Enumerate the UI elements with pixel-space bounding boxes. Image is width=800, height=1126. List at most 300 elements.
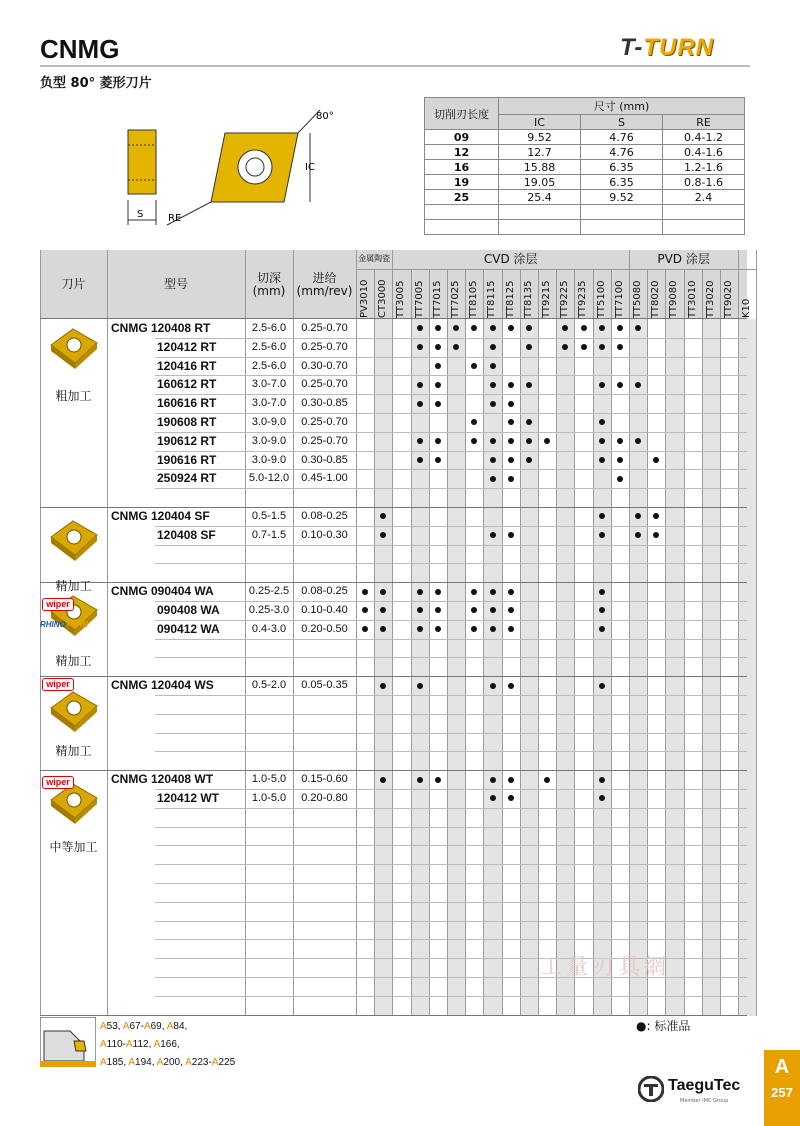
dim-value: 25.4 (499, 190, 581, 205)
depth-value: 3.0-9.0 (251, 453, 287, 466)
standard-dot (617, 438, 623, 444)
feed-value: 0.30-0.85 (301, 453, 348, 466)
row-rule (155, 996, 747, 997)
standard-dot (471, 626, 477, 632)
standard-dot (508, 777, 514, 783)
standard-dot (490, 401, 496, 407)
standard-dot (599, 344, 605, 350)
standard-dot (435, 363, 441, 369)
standard-dot (362, 607, 368, 613)
header-model: 型号 (163, 277, 188, 291)
standard-dot (435, 626, 441, 632)
group-name: 粗加工 (55, 389, 92, 403)
ref-page: 69, (150, 1021, 167, 1032)
holder-thumbnail (40, 1017, 96, 1067)
standard-dot (599, 589, 605, 595)
grade-rule (684, 270, 685, 1016)
standard-dot (490, 607, 496, 613)
depth-value: 3.0-7.0 (251, 397, 287, 410)
standard-dot (617, 457, 623, 463)
page-title: CNMG (40, 34, 120, 64)
insert-image (47, 517, 101, 563)
model-name: 190612 RT (157, 433, 217, 448)
row-rule (155, 808, 747, 809)
ref-letter: A (166, 1021, 174, 1032)
grade-label: K10 (741, 298, 753, 318)
ref-page: 53, (106, 1021, 123, 1032)
standard-dot (508, 401, 514, 407)
standard-dot (490, 532, 496, 538)
standard-dot (653, 532, 659, 538)
ref-page: 110- (106, 1039, 126, 1050)
standard-dot (599, 683, 605, 689)
wiper-badge: wiper (42, 776, 74, 789)
standard-dot (490, 457, 496, 463)
ref-page: 223- (191, 1057, 212, 1068)
standard-dot (508, 325, 514, 331)
row-rule (155, 639, 747, 640)
standard-dot (599, 532, 605, 538)
standard-dot (653, 513, 659, 519)
group-name: 精加工 (55, 744, 92, 759)
standard-dot (471, 438, 477, 444)
ref-letter: A (100, 1021, 107, 1032)
row-rule (155, 601, 747, 602)
grade-label: TT7025 (450, 280, 461, 318)
model-name: CNMG 120408 RT (111, 321, 211, 335)
grade-column-shade (483, 319, 501, 1016)
company-name: TaeguTec (668, 1077, 741, 1094)
header-pvd: PVD 涂层 (657, 252, 710, 266)
standard-dot (380, 683, 386, 689)
grade-rule (520, 270, 521, 1016)
model-name: 120412 RT (157, 339, 217, 354)
standard-dot (490, 589, 496, 595)
grade-rule (447, 270, 448, 1016)
depth-value: 2.5-6.0 (251, 322, 287, 334)
feed-value: 0.45-1.00 (301, 472, 348, 485)
row-rule (155, 563, 747, 564)
feed-value: 0.30-0.70 (301, 359, 348, 372)
grade-label: TT8020 (650, 280, 662, 318)
grade-label: TT9080 (668, 280, 680, 318)
grade-label: TT7100 (613, 280, 625, 318)
grade-column-shade (702, 319, 720, 1016)
rhino-a: RHINO (40, 620, 66, 629)
row-rule (155, 657, 747, 658)
row-rule (155, 921, 747, 922)
grade-rule (465, 270, 466, 1016)
model-name: 090412 WA (157, 621, 220, 636)
dim-value: 4.76 (581, 145, 663, 160)
standard-dot (599, 382, 605, 388)
standard-dot (417, 683, 423, 689)
standard-dot (435, 777, 441, 783)
grade-column-shade (738, 319, 756, 1016)
standard-dot (617, 325, 623, 331)
rhino-b: TURN (65, 620, 88, 629)
row-rule (155, 883, 747, 884)
standard-dot (617, 344, 623, 350)
dim-value: 19.05 (499, 175, 581, 190)
row-rule (155, 902, 747, 903)
dim-value: 1.2-1.6 (663, 160, 745, 175)
label-angle: 80° (316, 111, 334, 122)
dim-value (663, 205, 745, 220)
group-rule (40, 676, 747, 677)
standard-dot (380, 777, 386, 783)
row-rule (155, 845, 747, 846)
depth-value: 0.7-1.5 (251, 528, 287, 541)
standard-dot (508, 438, 514, 444)
dim-value (499, 205, 581, 220)
grade-label: TT8105 (468, 280, 480, 318)
dim-code: 16 (425, 160, 499, 175)
grade-rule (411, 270, 412, 1016)
dim-value: 0.4-1.2 (663, 130, 745, 145)
grade-label: TT9215 (541, 280, 552, 318)
header-cvd: CVD 涂层 (483, 252, 538, 266)
dim-value: 4.76 (581, 130, 663, 145)
grade-label: TT9020 (723, 280, 734, 318)
grade-rule (483, 270, 484, 1016)
grade-column-shade (411, 319, 429, 1016)
row-rule (155, 413, 747, 414)
wiper-badge: wiper (42, 678, 74, 691)
depth-value: 3.0-7.0 (251, 378, 287, 391)
ref-letter: A (153, 1039, 161, 1050)
grade-label: TT3010 (686, 280, 698, 318)
feed-value: 0.30-0.85 (301, 397, 348, 410)
ref-letter: A (100, 1039, 107, 1050)
standard-dot (417, 589, 423, 595)
grade-label: TT9225 (559, 280, 571, 318)
company-sub: Member IMC Group (680, 1098, 729, 1104)
standard-dot (490, 795, 496, 801)
standard-dot (508, 795, 514, 801)
feed-value: 0.25-0.70 (301, 416, 348, 428)
ref-page: 194, (135, 1057, 157, 1068)
grade-label: PV3010 (359, 279, 370, 318)
depth-value: 3.0-9.0 (251, 416, 287, 428)
header-cermet: 金属陶瓷 (358, 254, 391, 263)
grade-rule (665, 270, 666, 1016)
standard-dot (471, 419, 477, 425)
row-rule (155, 695, 747, 696)
label-re: RE (168, 213, 182, 224)
standard-dot (581, 325, 587, 331)
standard-dot (490, 382, 496, 388)
grade-column-shade (665, 319, 683, 1016)
column-rule (107, 250, 108, 1016)
insert-image (47, 688, 101, 734)
standard-dot (599, 777, 605, 783)
header-depth: 切深 (mm) (252, 271, 286, 298)
dim-code: 19 (425, 175, 499, 190)
standard-dot (490, 683, 496, 689)
grade-rule (574, 270, 575, 1016)
grade-rule (538, 270, 539, 1016)
group-name: 精加工 (55, 579, 92, 593)
page-subtitle: 负型 80° 菱形刀片 (40, 76, 152, 91)
grade-rule (756, 250, 757, 1016)
grade-rule (647, 270, 648, 1016)
standard-dot (544, 438, 550, 444)
insert-drawing (120, 105, 345, 230)
dim-header-size: 尺寸 (mm) (499, 98, 745, 115)
feed-value: 0.10-0.30 (301, 528, 348, 541)
row-rule (155, 526, 747, 527)
grade-label: TT3020 (704, 280, 716, 318)
standard-dot (490, 626, 496, 632)
grade-label: TT5080 (632, 280, 643, 318)
standard-dot (471, 589, 477, 595)
feed-value: 0.05-0.35 (301, 679, 348, 692)
standard-dot (526, 457, 532, 463)
depth-value: 2.5-6.0 (251, 359, 287, 372)
ref-letter: A (185, 1057, 192, 1068)
dim-header-edge: 切削刃长度 (425, 98, 499, 130)
feed-value: 0.10-0.40 (301, 604, 348, 616)
dim-value (581, 205, 663, 220)
depth-value: 0.5-1.5 (251, 510, 287, 522)
dim-value: 9.52 (499, 130, 581, 145)
row-rule (155, 469, 747, 470)
standard-dot (635, 382, 641, 388)
row-rule (155, 375, 747, 376)
standard-dot (435, 607, 441, 613)
row-rule (155, 432, 747, 433)
standard-dot (471, 363, 477, 369)
dimension-table (424, 97, 745, 235)
model-name: 120408 SF (157, 527, 216, 542)
ref-page: 67- (129, 1021, 144, 1032)
brand-logo (620, 34, 714, 62)
model-name: CNMG 120404 WS (111, 678, 214, 693)
group-rule (40, 770, 747, 771)
model-name: CNMG 090404 WA (111, 584, 214, 599)
standard-dot (417, 626, 423, 632)
model-name: CNMG 120408 WT (111, 772, 214, 787)
feed-value: 0.25-0.70 (301, 340, 348, 353)
label-s: S (137, 209, 144, 220)
feed-value: 0.25-0.70 (301, 434, 348, 447)
standard-dot (417, 438, 423, 444)
standard-dot (471, 325, 477, 331)
depth-value: 0.25-3.0 (248, 604, 290, 616)
dim-code: 25 (425, 190, 499, 205)
standard-dot (362, 589, 368, 595)
depth-value: 1.0-5.0 (251, 773, 287, 786)
standard-dot (508, 457, 514, 463)
dim-code (425, 205, 499, 220)
taegutec-logo-icon (638, 1076, 664, 1102)
rhino-turn-badge (40, 620, 88, 629)
grade-rule (702, 270, 703, 1016)
dim-value (581, 220, 663, 235)
dim-sub-s: S (581, 115, 663, 130)
standard-dot (435, 438, 441, 444)
page-letter: A (774, 1056, 790, 1078)
row-rule (155, 394, 747, 395)
standard-dot (435, 589, 441, 595)
grade-label: CT3000 (377, 279, 389, 318)
standard-dot (508, 382, 514, 388)
grade-rule (611, 270, 612, 1016)
row-rule (155, 714, 747, 715)
depth-value: 3.0-9.0 (251, 434, 287, 447)
model-name: 160612 RT (157, 377, 217, 392)
dim-value: 6.35 (581, 160, 663, 175)
row-rule (155, 827, 747, 828)
insert-image (47, 325, 101, 371)
page-references (100, 1018, 235, 1072)
page-tab (764, 1050, 800, 1126)
dim-value: 2.4 (663, 190, 745, 205)
feed-value: 0.25-0.70 (301, 378, 348, 391)
ref-page: 200, (163, 1057, 186, 1068)
row-rule (155, 789, 747, 790)
grade-label: TT8135 (522, 280, 534, 318)
model-name: 190616 RT (157, 452, 217, 467)
standard-dot (526, 382, 532, 388)
standard-dot (617, 476, 623, 482)
table-bottom-rule (40, 1015, 747, 1016)
ref-letter: A (156, 1057, 164, 1068)
dim-value: 0.4-1.6 (663, 145, 745, 160)
grade-rule (429, 270, 430, 1016)
standard-dot (435, 457, 441, 463)
standard-dot (508, 589, 514, 595)
grade-rule (502, 270, 503, 1016)
feed-value: 0.20-0.50 (301, 622, 348, 635)
grade-label: TT5100 (595, 280, 607, 318)
row-rule (155, 488, 747, 489)
standard-dot (599, 438, 605, 444)
feed-value: 0.20-0.80 (301, 792, 348, 804)
ref-page: 225 (218, 1057, 236, 1068)
row-rule (155, 338, 747, 339)
grade-label: TT8115 (486, 280, 498, 318)
header-insert: 刀片 (61, 277, 86, 291)
grade-rule (720, 270, 721, 1016)
dim-code (425, 220, 499, 235)
grade-label: TT7005 (413, 280, 425, 318)
dim-sub-ic: IC (499, 115, 581, 130)
dim-value: 9.52 (581, 190, 663, 205)
standard-dot (380, 589, 386, 595)
feed-value: 0.25-0.70 (301, 322, 348, 334)
dim-value: 6.35 (581, 175, 663, 190)
legend: ●: 标准品 (636, 1019, 691, 1033)
standard-dot (490, 438, 496, 444)
ref-letter: A (122, 1021, 130, 1032)
dim-code: 09 (425, 130, 499, 145)
row-rule (155, 451, 747, 452)
standard-dot (471, 607, 477, 613)
dim-value: 15.88 (499, 160, 581, 175)
ref-letter: A (211, 1057, 219, 1068)
model-name: CNMG 120404 SF (111, 509, 210, 523)
depth-value: 0.4-3.0 (251, 622, 287, 635)
depth-value: 2.5-6.0 (251, 340, 287, 353)
standard-dot (508, 476, 514, 482)
wiper-badge: wiper (42, 598, 74, 611)
feed-value: 0.15-0.60 (301, 773, 348, 786)
dim-value: 12.7 (499, 145, 581, 160)
standard-dot (508, 532, 514, 538)
ref-letter: A (128, 1057, 136, 1068)
standard-dot (581, 344, 587, 350)
brand-logo-a: T- (620, 34, 644, 61)
grade-rule (374, 270, 375, 1016)
row-rule (155, 733, 747, 734)
grade-column-shade (374, 319, 392, 1016)
standard-dot (599, 457, 605, 463)
standard-dot (490, 363, 496, 369)
standard-dot (508, 419, 514, 425)
feed-value: 0.08-0.25 (301, 510, 348, 522)
model-name: 160616 RT (157, 396, 217, 411)
dim-value (663, 220, 745, 235)
standard-dot (362, 626, 368, 632)
standard-dot (599, 626, 605, 632)
label-ic: IC (305, 162, 315, 173)
dim-value (499, 220, 581, 235)
standard-dot (490, 344, 496, 350)
header-bottom-rule (40, 318, 747, 319)
model-name: 120412 WT (157, 791, 220, 805)
depth-value: 0.25-2.5 (248, 585, 290, 598)
standard-dot (490, 476, 496, 482)
standard-dot (417, 777, 423, 783)
grade-label: TT8125 (504, 280, 516, 318)
standard-dot (417, 457, 423, 463)
standard-dot (417, 344, 423, 350)
group-rule (40, 582, 747, 583)
standard-dot (653, 457, 659, 463)
watermark: 工量刃具網 (540, 955, 671, 980)
grade-column-shade (447, 319, 465, 1016)
column-rule (40, 250, 41, 1016)
grade-label: TT7015 (431, 280, 443, 318)
row-rule (155, 357, 747, 358)
row-rule (155, 864, 747, 865)
group-rule (40, 507, 747, 508)
dim-code: 12 (425, 145, 499, 160)
standard-dot (435, 401, 441, 407)
grade-label: TT3005 (395, 280, 407, 318)
standard-dot (435, 344, 441, 350)
standard-dot (417, 401, 423, 407)
ref-page: 185, (106, 1057, 129, 1068)
dim-value: 0.8-1.6 (663, 175, 745, 190)
depth-value: 0.5-2.0 (251, 679, 287, 692)
grade-rule (593, 270, 594, 1016)
model-name: 120416 RT (157, 358, 217, 373)
ref-page: 166, (160, 1039, 180, 1050)
model-name: 090408 WA (157, 603, 220, 617)
standard-dot (617, 382, 623, 388)
grade-label: TT9235 (577, 280, 589, 318)
standard-dot (490, 777, 496, 783)
grade-rule (556, 270, 557, 1016)
grade-column-shade (556, 319, 574, 1016)
grade-table (40, 250, 753, 1016)
title-rule (40, 65, 750, 67)
row-rule (155, 545, 747, 546)
ref-letter: A (143, 1021, 151, 1032)
